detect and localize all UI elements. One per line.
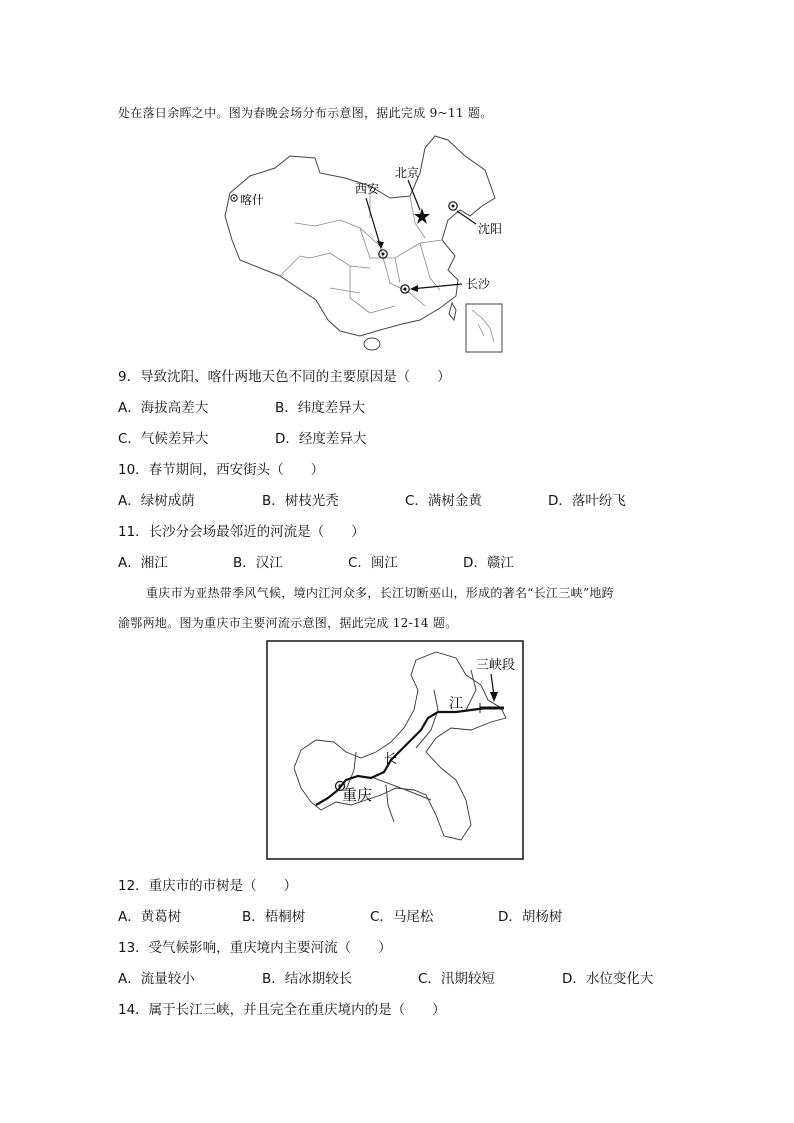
q10-option-b: B．树枝光秃 (262, 493, 339, 509)
chang-label: 长 (384, 752, 398, 767)
q12-option-b: B．梧桐树 (242, 909, 306, 925)
q12-option-d: D．胡杨树 (498, 909, 563, 925)
q13-option-c: C．汛期较短 (418, 971, 495, 987)
xian-label: 西安 (355, 182, 380, 196)
south-china-sea-inset (466, 304, 502, 352)
q12-option-a: A．黄葛树 (118, 909, 182, 925)
intro-text-2-line-1: 重庆市为亚热带季风气候，境内江河众多，长江切断巫山，形成的著名“长江三峡”地跨 (146, 586, 614, 600)
question-11: 11．长沙分会场最邻近的河流是（ ） (118, 524, 365, 540)
beijing-label: 北京 (395, 166, 420, 180)
question-10: 10．春节期间，西安街头（ ） (118, 462, 325, 478)
shenyang-label: 沈阳 (478, 222, 503, 236)
q10-option-c: C．满树金黄 (405, 493, 482, 509)
kashgar-label: 喀什 (240, 193, 265, 207)
chongqing-label: 重庆 (342, 786, 373, 804)
china-map (220, 128, 520, 358)
question-12: 12．重庆市的市树是（ ） (118, 878, 298, 894)
q10-option-a: A．绿树成荫 (118, 493, 195, 509)
q13-option-b: B．结冰期较长 (262, 971, 353, 987)
q10-option-d: D．落叶纷飞 (548, 493, 626, 509)
intro-text-1: 处在落日余晖之中。图为春晚会场分布示意图，据此完成 9~11 题。 (118, 106, 493, 120)
sanxia-label: 三峡段 (476, 658, 516, 673)
q13-option-d: D．水位变化大 (562, 971, 654, 987)
jiang-label: 江 (449, 696, 463, 712)
question-9: 9．导致沈阳、喀什两地天色不同的主要原因是（ ） (118, 369, 451, 385)
intro-text-2-line-2: 渝鄂两地。图为重庆市主要河流示意图，据此完成 12-14 题。 (118, 616, 458, 630)
q11-option-a: A．湘江 (118, 555, 168, 571)
q11-option-b: B．汉江 (233, 555, 283, 571)
q9-option-a: A．海拔高差大 (118, 400, 209, 416)
question-13: 13．受气候影响，重庆境内主要河流（ ） (118, 940, 392, 956)
q13-option-a: A．流量较小 (118, 971, 195, 987)
chongqing-river-map (266, 640, 524, 860)
changsha-label: 长沙 (466, 277, 491, 291)
beijing-star-icon (414, 208, 430, 224)
q9-option-d: D．经度差异大 (275, 431, 367, 447)
q9-option-b: B．纬度差异大 (275, 400, 366, 416)
q12-option-c: C．马尾松 (370, 909, 434, 925)
q9-option-c: C．气候差异大 (118, 431, 209, 447)
q11-option-d: D．赣江 (463, 555, 514, 571)
question-14: 14．属于长江三峡，并且完全在重庆境内的是（ ） (118, 1002, 446, 1018)
q11-option-c: C．闽江 (348, 555, 398, 571)
